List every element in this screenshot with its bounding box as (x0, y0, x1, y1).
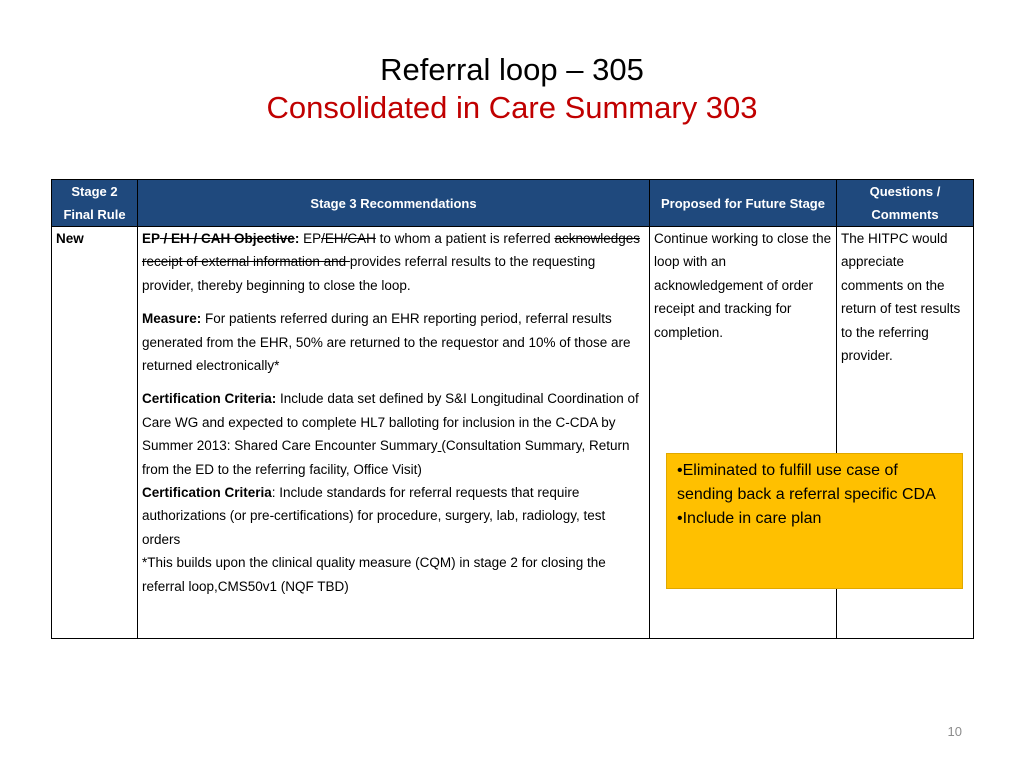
cert1-paragraph (142, 387, 645, 481)
header-future: Proposed for Future Stage (650, 180, 837, 227)
objective-ep: EP (142, 231, 160, 246)
objective-paragraph (142, 227, 645, 297)
cell-stage3 (138, 227, 650, 639)
callout-box (666, 453, 963, 589)
callout-line-2: •Include in care plan (677, 510, 822, 527)
objective-struck2: /EH/CAH (321, 231, 376, 246)
header-stage2: Stage 2 Final Rule (52, 180, 138, 227)
cell-future: Continue working to close the loop with an acknowledgement of order receipt and tracking for completion. (650, 227, 837, 639)
objective-ep2: EP (303, 231, 322, 246)
cert1-text-b: (Consultation Summary, Return from the ED to the referring facility, Office Visit) (142, 438, 630, 477)
page-number: 10 (947, 724, 962, 739)
slide-subtitle: Consolidated in Care Summary 303 (266, 90, 758, 125)
objective-struck: / EH / CAH Objective (159, 231, 295, 246)
cert2-label: Certification Criteria (142, 485, 272, 501)
callout-line-1: •Eliminated to fulfill use case of sending back a referral specific CDA (677, 462, 936, 503)
header-questions: Questions / Comments (837, 180, 974, 227)
header-stage3: Stage 3 Recommendations (138, 180, 650, 227)
measure-paragraph (142, 307, 645, 377)
objective-rest2: provides referral results to the requesting provider, thereby beginning to close the loop. (142, 254, 596, 293)
slide-title: Referral loop – 305 (380, 52, 644, 87)
cert1-text-a: Include data set defined by S&I Longitudinal Coordination of Care WG and expected to complete HL7 balloting for inclusion in the C-CDA by Summer 2013: Shared Care Encounter Summary (142, 391, 639, 454)
slide-title-block (0, 52, 1024, 128)
measure-label: Measure: (142, 311, 202, 327)
cell-stage2: New (52, 227, 138, 639)
cert2-paragraph (142, 481, 645, 551)
cert2-text: : Include standards for referral requests that require authorizations (or pre-certifications) for procedure, surgery, lab, radiology, test orders (142, 485, 606, 547)
footnote: *This builds upon the clinical quality measure (CQM) in stage 2 for closing the referral loop,CMS50v1 (NQF TBD) (142, 555, 606, 594)
table-header-row (52, 180, 974, 227)
objective-rest1: to whom a patient is referred (375, 231, 555, 246)
objective-struck3: acknowledges receipt of external information and (142, 231, 640, 270)
cell-questions: The HITPC would appreciate comments on the return of test results to the referring provider. (837, 227, 974, 639)
objective-colon: : (294, 231, 304, 246)
cert1-label: Certification Criteria: (142, 391, 277, 407)
measure-text: For patients referred during an EHR reporting period, referral results generated from the EHR, 50% are returned to the requestor and 10% of those are returned electronically* (142, 311, 631, 374)
